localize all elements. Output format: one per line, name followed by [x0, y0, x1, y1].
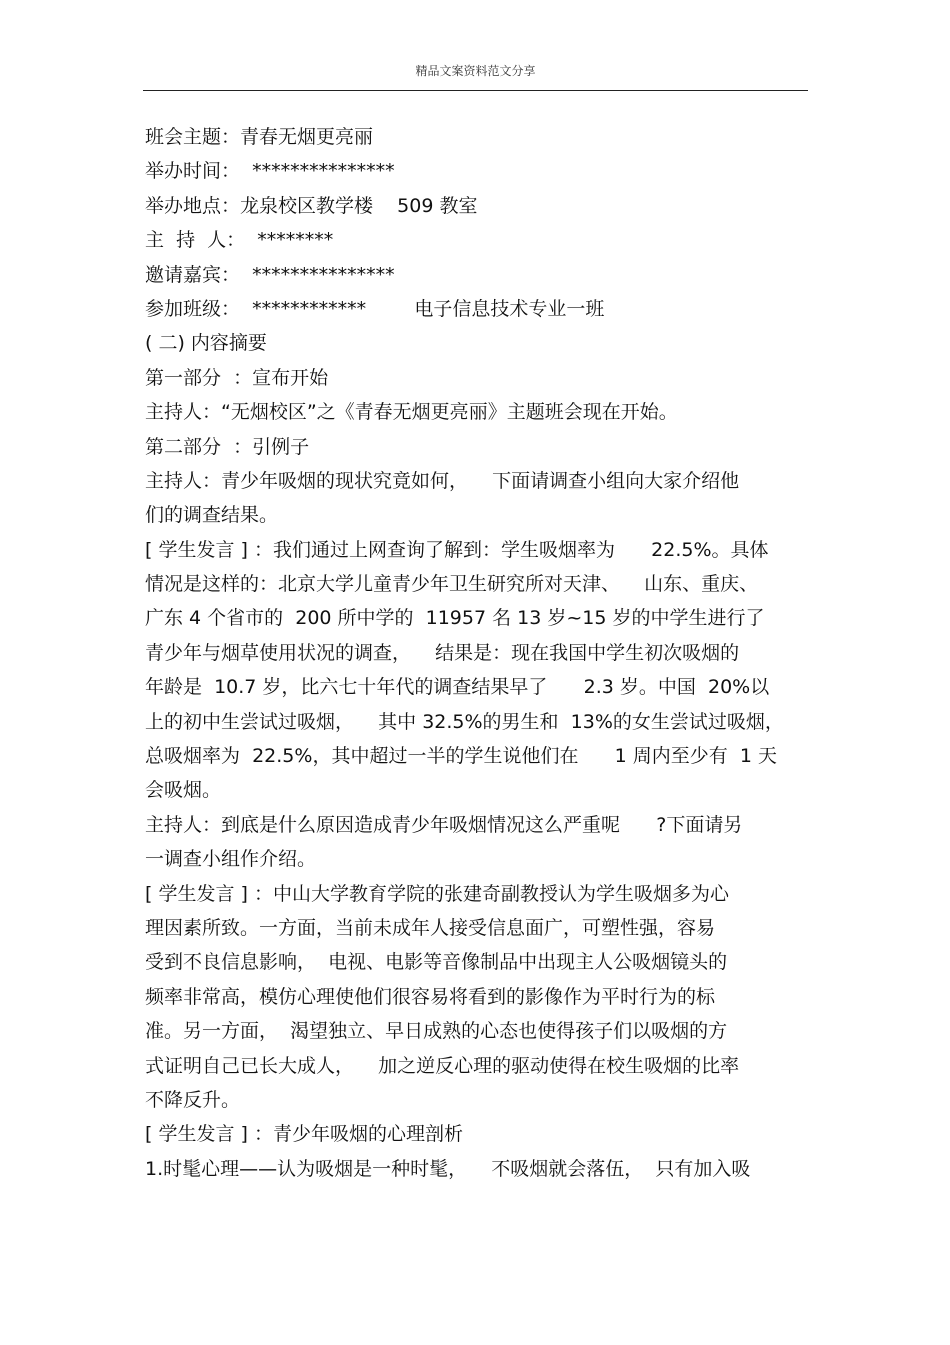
- meeting-guests: 邀请嘉宾： ***************: [145, 263, 395, 286]
- text-line: 准。另一方面， 渴望独立、早日成熟的心态也使得孩子们以吸烟的方: [145, 1020, 728, 1043]
- section-heading: ( 二) 内容摘要: [145, 332, 267, 355]
- text-line: 会吸烟。: [145, 779, 222, 802]
- text-line: 青少年与烟草使用状况的调查， 结果是：现在我国中学生初次吸烟的: [145, 641, 740, 664]
- text-line: [ 学生发言 ] ：中山大学教育学院的张建奇副教授认为学生吸烟多为心: [145, 882, 729, 905]
- text-line: 式证明自己已长大成人， 加之逆反心理的驱动使得在校生吸烟的比率: [145, 1054, 740, 1077]
- text-line: 不降反升。: [145, 1088, 241, 1111]
- text-line: 们的调查结果。: [145, 504, 279, 527]
- text-line: 主持人：“无烟校区”之《青春无烟更亮丽》主题班会现在开始。: [145, 401, 678, 424]
- part-two-heading: 第二部分 ：引例子: [145, 435, 310, 458]
- meeting-host: 主 持 人： ********: [145, 229, 334, 252]
- meeting-theme: 班会主题：青春无烟更亮丽: [145, 126, 374, 148]
- document-body: [145, 120, 810, 1186]
- text-line: 主持人：到底是什么原因造成青少年吸烟情况这么严重呢 ?下面请另: [145, 813, 743, 836]
- text-line: 情况是这样的：北京大学儿童青少年卫生研究所对天津、 山东、重庆、: [145, 573, 759, 596]
- text-line: 上的初中生尝试过吸烟， 其中 32.5%的男生和 13%的女生尝试过吸烟，: [145, 710, 784, 733]
- part-one-heading: 第一部分 ：宣布开始: [145, 366, 329, 389]
- meeting-class: 参加班级： ************ 电子信息技术专业一班: [145, 297, 605, 320]
- meeting-location: 举办地点：龙泉校区教学楼 509 教室: [145, 194, 478, 217]
- text-line: 1.时髦心理——认为吸烟是一种时髦， 不吸烟就会落伍， 只有加入吸: [145, 1157, 751, 1180]
- text-line: 一调查小组作介绍。: [145, 848, 317, 871]
- text-line: 年龄是 10.7 岁，比六七十年代的调查结果早了 2.3 岁。中国 20%以: [145, 676, 770, 699]
- text-line: [ 学生发言 ] ：青少年吸烟的心理剖析: [145, 1123, 463, 1146]
- text-line: 广东 4 个省市的 200 所中学的 11957 名 13 岁~15 岁的中学生进行了: [145, 607, 765, 630]
- text-line: [ 学生发言 ] ：我们通过上网查询了解到：学生吸烟率为 22.5%。具体: [145, 538, 769, 561]
- text-line: 频率非常高，模仿心理使他们很容易将看到的影像作为平时行为的标: [145, 985, 716, 1008]
- page-header: 精品文案资料范文分享: [415, 64, 536, 78]
- text-line: 理因素所致。一方面，当前未成年人接受信息面广，可塑性强，容易: [145, 916, 716, 939]
- text-line: 总吸烟率为 22.5%，其中超过一半的学生说他们在 1 周内至少有 1 天: [145, 745, 778, 768]
- meeting-time: 举办时间： ***************: [145, 160, 395, 183]
- text-line: 受到不良信息影响， 电视、电影等音像制品中出现主人公吸烟镜头的: [145, 951, 728, 974]
- header-divider: [143, 90, 808, 91]
- text-line: 主持人：青少年吸烟的现状究竟如何， 下面请调查小组向大家介绍他: [145, 469, 740, 492]
